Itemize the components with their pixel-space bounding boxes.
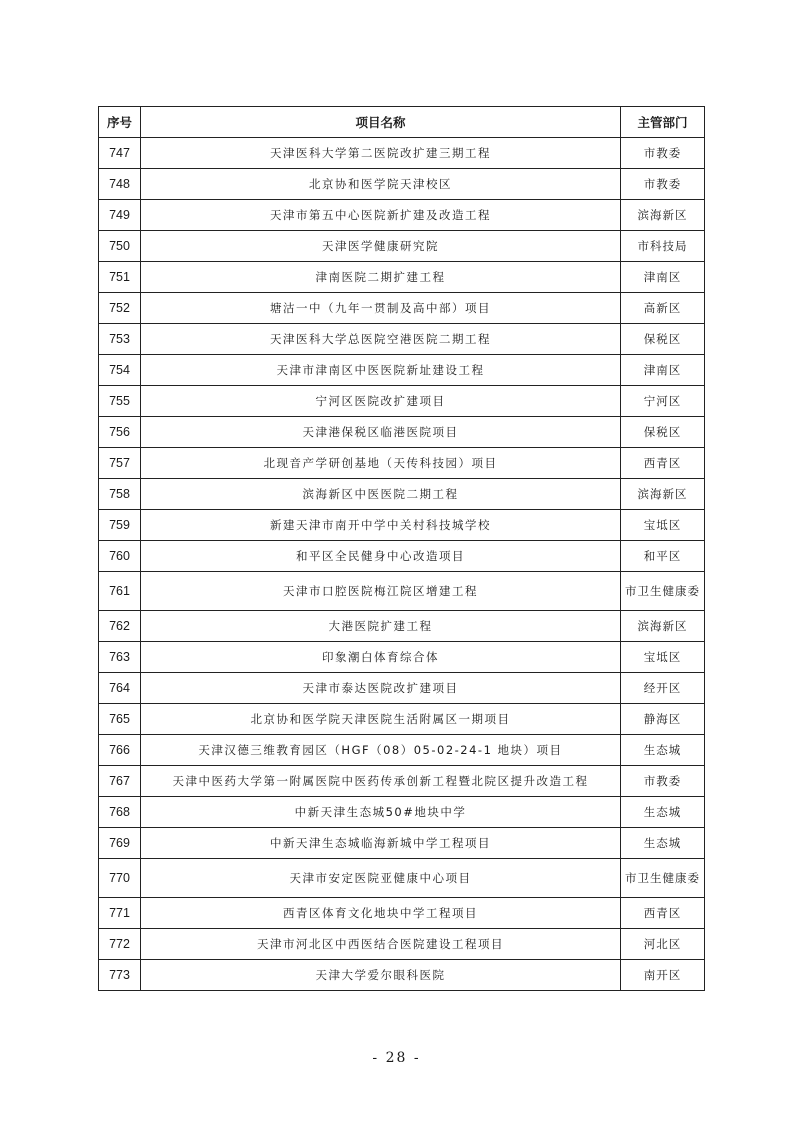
table-row [99,797,705,828]
row-project-name: 滨海新区中医医院二期工程 [141,479,621,510]
table-row [99,673,705,704]
row-department: 保税区 [621,417,705,448]
table-row [99,355,705,386]
table-row [99,324,705,355]
row-department: 生态城 [621,735,705,766]
row-department: 高新区 [621,293,705,324]
table-row [99,735,705,766]
row-number: 763 [99,642,141,673]
row-number: 764 [99,673,141,704]
table-row [99,138,705,169]
row-number: 748 [99,169,141,200]
row-department: 滨海新区 [621,479,705,510]
row-project-name: 天津市河北区中西医结合医院建设工程项目 [141,929,621,960]
table-row [99,541,705,572]
row-project-name: 天津大学爱尔眼科医院 [141,960,621,991]
row-department: 市教委 [621,766,705,797]
table-row [99,200,705,231]
row-number: 752 [99,293,141,324]
row-department: 和平区 [621,541,705,572]
table-row [99,231,705,262]
table-row [99,766,705,797]
row-project-name: 北京协和医学院天津医院生活附属区一期项目 [141,704,621,735]
row-number: 757 [99,448,141,479]
row-number: 749 [99,200,141,231]
row-project-name: 天津市津南区中医医院新址建设工程 [141,355,621,386]
row-number: 759 [99,510,141,541]
row-department: 河北区 [621,929,705,960]
row-project-name: 天津汉德三维教育园区（HGF（08）05-02-24-1 地块）项目 [141,735,621,766]
row-department: 西青区 [621,448,705,479]
row-department: 津南区 [621,355,705,386]
row-number: 765 [99,704,141,735]
row-project-name: 天津港保税区临港医院项目 [141,417,621,448]
row-project-name: 大港医院扩建工程 [141,611,621,642]
row-project-name: 天津市泰达医院改扩建项目 [141,673,621,704]
row-number: 756 [99,417,141,448]
row-project-name: 中新天津生态城50#地块中学 [141,797,621,828]
row-project-name: 天津医学健康研究院 [141,231,621,262]
row-project-name: 天津市第五中心医院新扩建及改造工程 [141,200,621,231]
row-project-name: 天津医科大学总医院空港医院二期工程 [141,324,621,355]
row-department: 南开区 [621,960,705,991]
row-project-name: 印象潮白体育综合体 [141,642,621,673]
row-department: 滨海新区 [621,200,705,231]
row-department: 滨海新区 [621,611,705,642]
row-project-name: 塘沽一中（九年一贯制及高中部）项目 [141,293,621,324]
row-number: 755 [99,386,141,417]
table-row [99,898,705,929]
row-number: 760 [99,541,141,572]
row-number: 769 [99,828,141,859]
row-project-name: 天津医科大学第二医院改扩建三期工程 [141,138,621,169]
table-row [99,960,705,991]
row-project-name: 和平区全民健身中心改造项目 [141,541,621,572]
table-row [99,448,705,479]
header-department: 主管部门 [621,107,705,138]
table-row [99,386,705,417]
row-project-name: 新建天津市南开中学中关村科技城学校 [141,510,621,541]
table-body [99,138,705,991]
row-department: 市卫生健康委 [621,572,705,611]
header-no: 序号 [99,107,141,138]
row-number: 767 [99,766,141,797]
table-row [99,642,705,673]
row-department: 西青区 [621,898,705,929]
table-row [99,262,705,293]
table-row [99,929,705,960]
row-department: 市卫生健康委 [621,859,705,898]
table-row [99,479,705,510]
row-number: 753 [99,324,141,355]
project-table [98,106,705,991]
row-number: 771 [99,898,141,929]
row-number: 772 [99,929,141,960]
row-project-name: 津南医院二期扩建工程 [141,262,621,293]
row-project-name: 北京协和医学院天津校区 [141,169,621,200]
row-project-name: 天津中医药大学第一附属医院中医药传承创新工程暨北院区提升改造工程 [141,766,621,797]
row-project-name: 中新天津生态城临海新城中学工程项目 [141,828,621,859]
row-number: 761 [99,572,141,611]
table-row [99,611,705,642]
table-row [99,417,705,448]
row-project-name: 西青区体育文化地块中学工程项目 [141,898,621,929]
row-number: 768 [99,797,141,828]
row-department: 保税区 [621,324,705,355]
row-department: 生态城 [621,797,705,828]
row-project-name: 天津市口腔医院梅江院区增建工程 [141,572,621,611]
row-department: 静海区 [621,704,705,735]
row-department: 市教委 [621,169,705,200]
table-row [99,828,705,859]
row-number: 762 [99,611,141,642]
table-row [99,572,705,611]
row-number: 754 [99,355,141,386]
table-row [99,704,705,735]
row-project-name: 宁河区医院改扩建项目 [141,386,621,417]
row-number: 750 [99,231,141,262]
row-department: 市科技局 [621,231,705,262]
table-row [99,169,705,200]
row-department: 津南区 [621,262,705,293]
header-project-name: 项目名称 [141,107,621,138]
page-number: - 28 - [372,1050,421,1066]
table-row [99,293,705,324]
row-department: 宝坻区 [621,510,705,541]
table-header-row [99,107,705,138]
row-project-name: 天津市安定医院亚健康中心项目 [141,859,621,898]
row-number: 758 [99,479,141,510]
row-department: 市教委 [621,138,705,169]
table-row [99,859,705,898]
row-department: 生态城 [621,828,705,859]
row-number: 773 [99,960,141,991]
row-department: 宁河区 [621,386,705,417]
row-number: 747 [99,138,141,169]
row-project-name: 北现音产学研创基地（天传科技园）项目 [141,448,621,479]
row-number: 766 [99,735,141,766]
row-department: 宝坻区 [621,642,705,673]
row-number: 770 [99,859,141,898]
row-number: 751 [99,262,141,293]
table-row [99,510,705,541]
row-department: 经开区 [621,673,705,704]
